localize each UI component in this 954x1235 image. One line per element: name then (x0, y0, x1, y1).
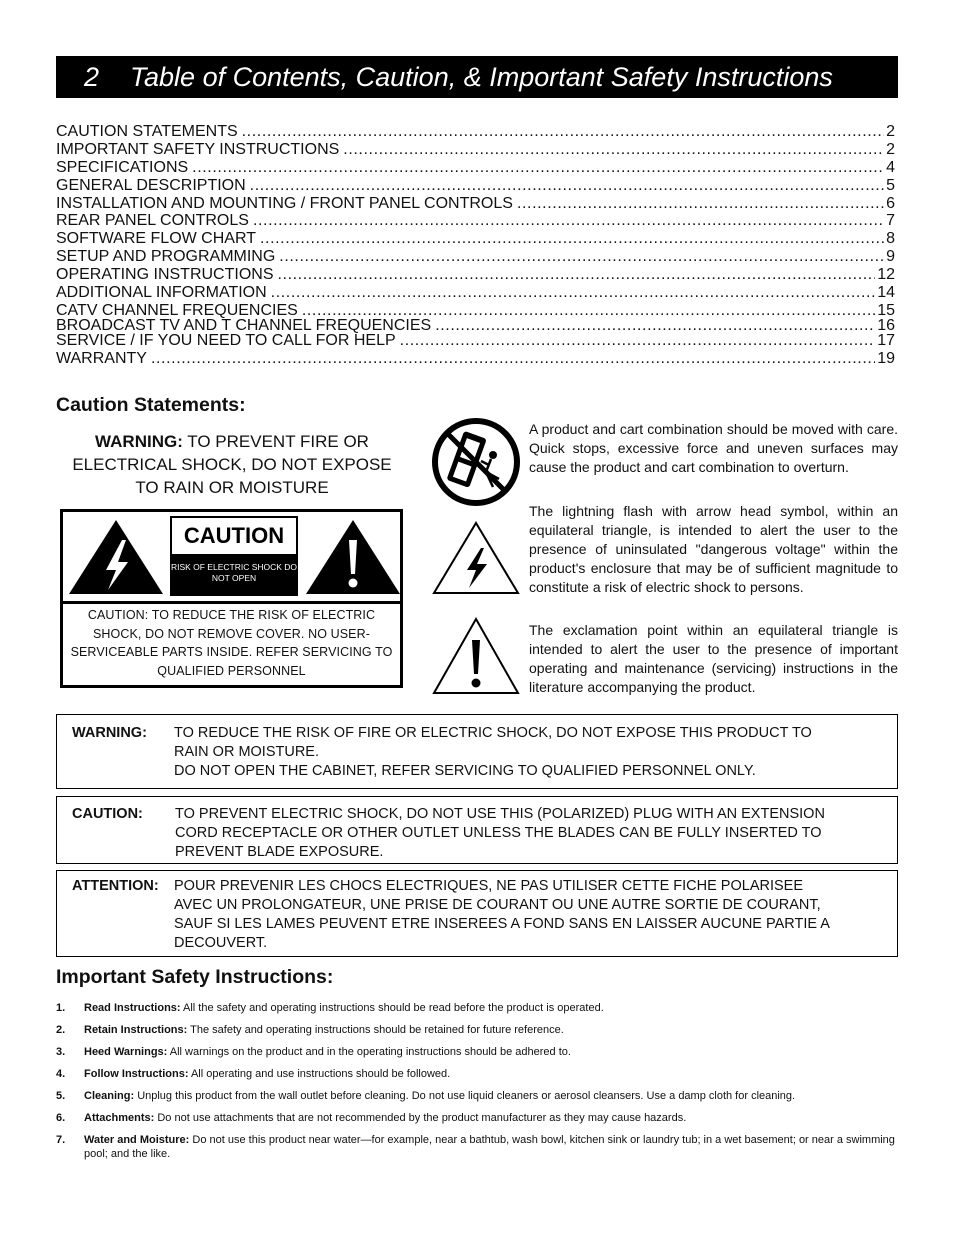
notice-text (174, 724, 877, 781)
toc-entry[interactable] (56, 302, 895, 317)
item-text: Do not use attachments that are not recommended by the product manufacturer as they may cause hazards. (157, 1112, 687, 1124)
toc-label: REAR PANEL CONTROLS (56, 212, 249, 230)
item-title: Read Instructions: (84, 1002, 181, 1014)
toc-label: CATV CHANNEL FREQUENCIES (56, 301, 298, 319)
lightning-triangle-icon (66, 518, 166, 596)
notice-text (174, 877, 877, 953)
item-title: Attachments: (84, 1112, 155, 1124)
toc-page: 8 (886, 230, 895, 248)
cart-tip-over-icon (431, 417, 521, 507)
toc-leader (279, 248, 884, 265)
toc-leader (271, 284, 876, 301)
item-text: All operating and use instructions should be followed. (190, 1068, 451, 1080)
warning-label: WARNING: (95, 432, 183, 451)
toc-entry[interactable] (56, 177, 895, 195)
toc-leader (151, 350, 875, 367)
notice-line: DO NOT OPEN THE CABINET, REFER SERVICING TO QUALIFIED PERSONNEL ONLY. (174, 763, 756, 779)
toc-page: 2 (886, 140, 895, 158)
toc-leader (192, 159, 884, 176)
toc-entry[interactable] (56, 141, 895, 159)
toc-entry[interactable] (56, 159, 895, 177)
caution-label-graphic (60, 509, 403, 688)
toc-label: SETUP AND PROGRAMMING (56, 248, 276, 266)
warning-notice-box (56, 714, 898, 789)
toc-page: 17 (877, 331, 895, 349)
item-text: All warnings on the product and in the operating instructions should be adhered to. (169, 1046, 571, 1058)
exclamation-triangle-icon (303, 518, 403, 596)
notice-label: WARNING: (72, 725, 147, 741)
item-number: 6. (56, 1112, 66, 1124)
toc-leader (343, 141, 884, 158)
toc-leader (260, 230, 884, 247)
item-title: Water and Moisture: (84, 1134, 190, 1146)
toc-entry[interactable] (56, 332, 895, 350)
notice-line: PREVENT BLADE EXPOSURE. (175, 844, 384, 860)
toc-page: 5 (886, 176, 895, 194)
item-number: 4. (56, 1068, 66, 1080)
toc-label: SERVICE / IF YOU NEED TO CALL FOR HELP (56, 331, 396, 349)
toc-label: INSTALLATION AND MOUNTING / FRONT PANEL CONTROLS (56, 194, 513, 212)
exclamation-triangle-icon (431, 616, 521, 696)
notice-text (175, 805, 877, 862)
warning-text: TO PREVENT FIRE OR ELECTRICAL SHOCK, DO NOT EXPOSE TO RAIN OR MOISTURE (72, 432, 392, 497)
toc-entry[interactable] (56, 284, 895, 302)
attention-notice-box (56, 870, 898, 957)
toc-entry[interactable] (56, 195, 895, 213)
item-title: Heed Warnings: (84, 1046, 168, 1058)
toc-page: 19 (877, 349, 895, 367)
toc-label: CAUTION STATEMENTS (56, 123, 238, 140)
toc-label: WARRANTY (56, 349, 147, 367)
caution-badge-title: CAUTION (172, 518, 296, 554)
notice-label: ATTENTION: (72, 878, 159, 894)
toc-label: SPECIFICATIONS (56, 158, 189, 176)
caution-badge (170, 516, 298, 596)
toc-page: 4 (886, 158, 895, 176)
toc-label: ADDITIONAL INFORMATION (56, 284, 267, 302)
toc-page: 15 (877, 301, 895, 319)
toc-label: SOFTWARE FLOW CHART (56, 230, 256, 248)
toc-entry[interactable] (56, 350, 895, 368)
list-item (56, 1023, 898, 1037)
toc-entry[interactable] (56, 212, 895, 230)
list-item (56, 1067, 898, 1081)
toc-leader (250, 177, 884, 194)
safety-instructions-list (56, 1001, 898, 1169)
toc-page: 2 (886, 123, 895, 140)
notice-label: CAUTION: (72, 806, 143, 822)
toc-label: OPERATING INSTRUCTIONS (56, 266, 274, 284)
item-number: 1. (56, 1002, 66, 1014)
toc-label: BROADCAST TV AND T CHANNEL FREQUENCIES (56, 316, 432, 334)
notice-line: TO PREVENT ELECTRIC SHOCK, DO NOT USE THIS (POLARIZED) PLUG WITH AN EXTENSION (175, 806, 825, 822)
toc-leader (242, 123, 884, 140)
item-title: Retain Instructions: (84, 1024, 188, 1036)
item-number: 2. (56, 1024, 66, 1036)
toc-page: 7 (886, 212, 895, 230)
notice-line: RAIN OR MOISTURE. (174, 744, 320, 760)
notice-line: POUR PREVENIR LES CHOCS ELECTRIQUES, NE PAS UTILISER CETTE FICHE POLARISEE (174, 878, 804, 894)
caution-label-text: CAUTION: TO REDUCE THE RISK OF ELECTRIC SHOCK, DO NOT REMOVE COVER. NO USER-SERVICEABLE PARTS INSIDE. REFER SERVICING TO QUALIFIED PERSONNEL (70, 608, 393, 678)
toc-page: 6 (886, 194, 895, 212)
notice-line: DECOUVERT. (174, 935, 268, 951)
caution-notice-box (56, 796, 898, 864)
toc-page: 9 (886, 248, 895, 266)
item-number: 7. (56, 1134, 66, 1146)
page-header (56, 56, 898, 98)
toc-entry[interactable] (56, 248, 895, 266)
lightning-symbol-text: The lightning flash with arrow head symbol, within an equilateral triangle, is intended to alert the user to the presence of uninsulated "dangerous voltage" within the product's enclosure that may be of sufficient magnitude to constitute a risk of electric shock to persons. (529, 503, 898, 595)
toc-leader (400, 332, 876, 349)
toc-leader (517, 195, 884, 212)
notice-line: TO REDUCE THE RISK OF FIRE OR ELECTRIC SHOCK, DO NOT EXPOSE THIS PRODUCT TO (174, 725, 812, 741)
page-title: Table of Contents, Caution, & Important Safety Instructions (130, 61, 833, 92)
list-item (56, 1133, 898, 1161)
toc-page: 12 (877, 266, 895, 284)
item-text: All the safety and operating instructions should be read before the product is operated. (183, 1002, 604, 1014)
list-item (56, 1111, 898, 1125)
item-text: Unplug this product from the wall outlet before cleaning. Do not use liquid cleaners or aerosol cleansers. Use a damp cloth for cleaning. (137, 1090, 796, 1102)
toc-entry[interactable] (56, 317, 895, 332)
item-number: 5. (56, 1090, 66, 1102)
item-title: Cleaning: (84, 1090, 135, 1102)
caution-label-top (63, 512, 400, 604)
lightning-triangle-icon (431, 520, 521, 596)
safety-instructions-heading: Important Safety Instructions: (56, 966, 334, 988)
list-item (56, 1089, 898, 1103)
item-number: 3. (56, 1046, 66, 1058)
item-title: Follow Instructions: (84, 1068, 189, 1080)
toc-page: 16 (877, 316, 895, 334)
toc-leader (278, 266, 876, 283)
caution-statements-heading: Caution Statements: (56, 394, 246, 416)
toc-entry[interactable] (56, 266, 895, 284)
toc-leader (253, 212, 884, 229)
rain-moisture-warning (62, 430, 402, 499)
caution-badge-subtitle: RISK OF ELECTRIC SHOCK DO NOT OPEN (170, 562, 298, 583)
notice-line: CORD RECEPTACLE OR OTHER OUTLET UNLESS THE BLADES CAN BE FULLY INSERTED TO (175, 825, 822, 841)
list-item (56, 1045, 898, 1059)
item-text: The safety and operating instructions should be retained for future reference. (190, 1024, 564, 1036)
toc-entry[interactable] (56, 230, 895, 248)
toc-entry[interactable] (56, 123, 895, 141)
toc-label: GENERAL DESCRIPTION (56, 176, 246, 194)
toc-page: 14 (877, 284, 895, 302)
item-text: Do not use this product near water—for example, near a bathtub, wash bowl, kitchen sink or laundry tub; in a wet basement; or near a swimming pool; and the like. (84, 1134, 895, 1160)
page-number: 2 (84, 61, 100, 92)
exclamation-symbol-text: The exclamation point within an equilateral triangle is intended to alert the user to the presence of important operating and maintenance (servicing) instructions in the literature accompanying the product. (529, 622, 898, 695)
cart-warning-text: A product and cart combination should be moved with care. Quick stops, excessive force and uneven surfaces may cause the product and cart combination to overturn. (529, 421, 898, 475)
notice-line: SAUF SI LES LAMES PEUVENT ETRE INSEREES A FOND SANS EN LAISSER AUCUNE PARTIE A (174, 916, 830, 932)
notice-line: AVEC UN PROLONGATEUR, UNE PRISE DE COURANT OU UNE AUTRE SORTIE DE COURANT, (174, 897, 821, 913)
toc-label: IMPORTANT SAFETY INSTRUCTIONS (56, 140, 340, 158)
list-item (56, 1001, 898, 1015)
table-of-contents (56, 123, 895, 368)
